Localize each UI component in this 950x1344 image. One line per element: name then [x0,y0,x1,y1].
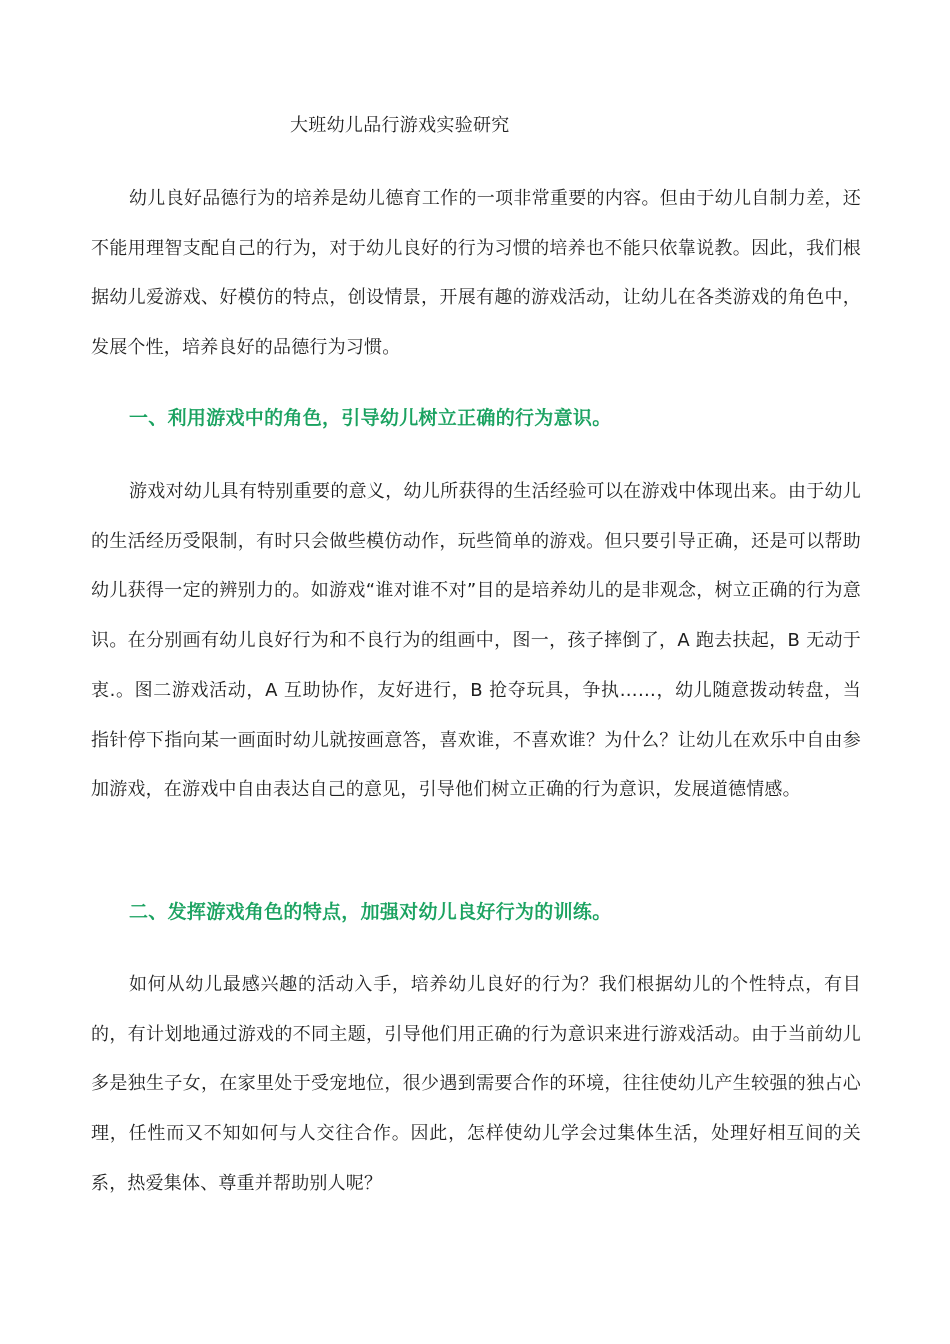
document-title: 大班幼儿品行游戏实验研究 [290,115,510,136]
paragraph-section-1: 游戏对幼儿具有特别重要的意义，幼儿所获得的生活经验可以在游戏中体现出来。由于幼儿的生活经历受限制，有时只会做些模仿动作，玩些简单的游戏。但只要引导正确，还是可以帮助幼儿获得一定的辨别力的。如游戏“谁对谁不对”目的是培养幼儿的是非观念，树立正确的行为意识。在分别画有幼儿良好行为和不良行为的组画中，图一，孩子摔倒了，A 跑去扶起，B 无动于衷.。图二游戏活动，A 互助协作，友好进行，B 抢夺玩具，争执……，幼儿随意拨动转盘，当指针停下指向某一画面时幼儿就按画意答，喜欢谁，不喜欢谁？为什么？让幼儿在欢乐中自由参加游戏，在游戏中自由表达自己的意见，引导他们树立正确的行为意识，发展道德情感。 [91,481,861,801]
section-heading-2: 二、发挥游戏角色的特点，加强对幼儿良好行为的训练。 [129,901,612,923]
paragraph-intro: 幼儿良好品德行为的培养是幼儿德育工作的一项非常重要的内容。但由于幼儿自制力差，还不能用理智支配自己的行为，对于幼儿良好的行为习惯的培养也不能只依靠说教。因此，我们根据幼儿爱游戏、好模仿的特点，创设情景，开展有趣的游戏活动，让幼儿在各类游戏的角色中，发展个性，培养良好的品德行为习惯。 [91,188,861,359]
paragraph-section-2: 如何从幼儿最感兴趣的活动入手，培养幼儿良好的行为？我们根据幼儿的个性特点，有目的，有计划地通过游戏的不同主题，引导他们用正确的行为意识来进行游戏活动。由于当前幼儿多是独生子女，在家里处于受宠地位，很少遇到需要合作的环境，往往使幼儿产生较强的独占心理，任性而又不知如何与人交往合作。因此，怎样使幼儿学会过集体生活，处理好相互间的关系，热爱集体、尊重并帮助别人呢？ [91,974,861,1194]
section-heading-1: 一、利用游戏中的角色，引导幼儿树立正确的行为意识。 [129,407,612,429]
